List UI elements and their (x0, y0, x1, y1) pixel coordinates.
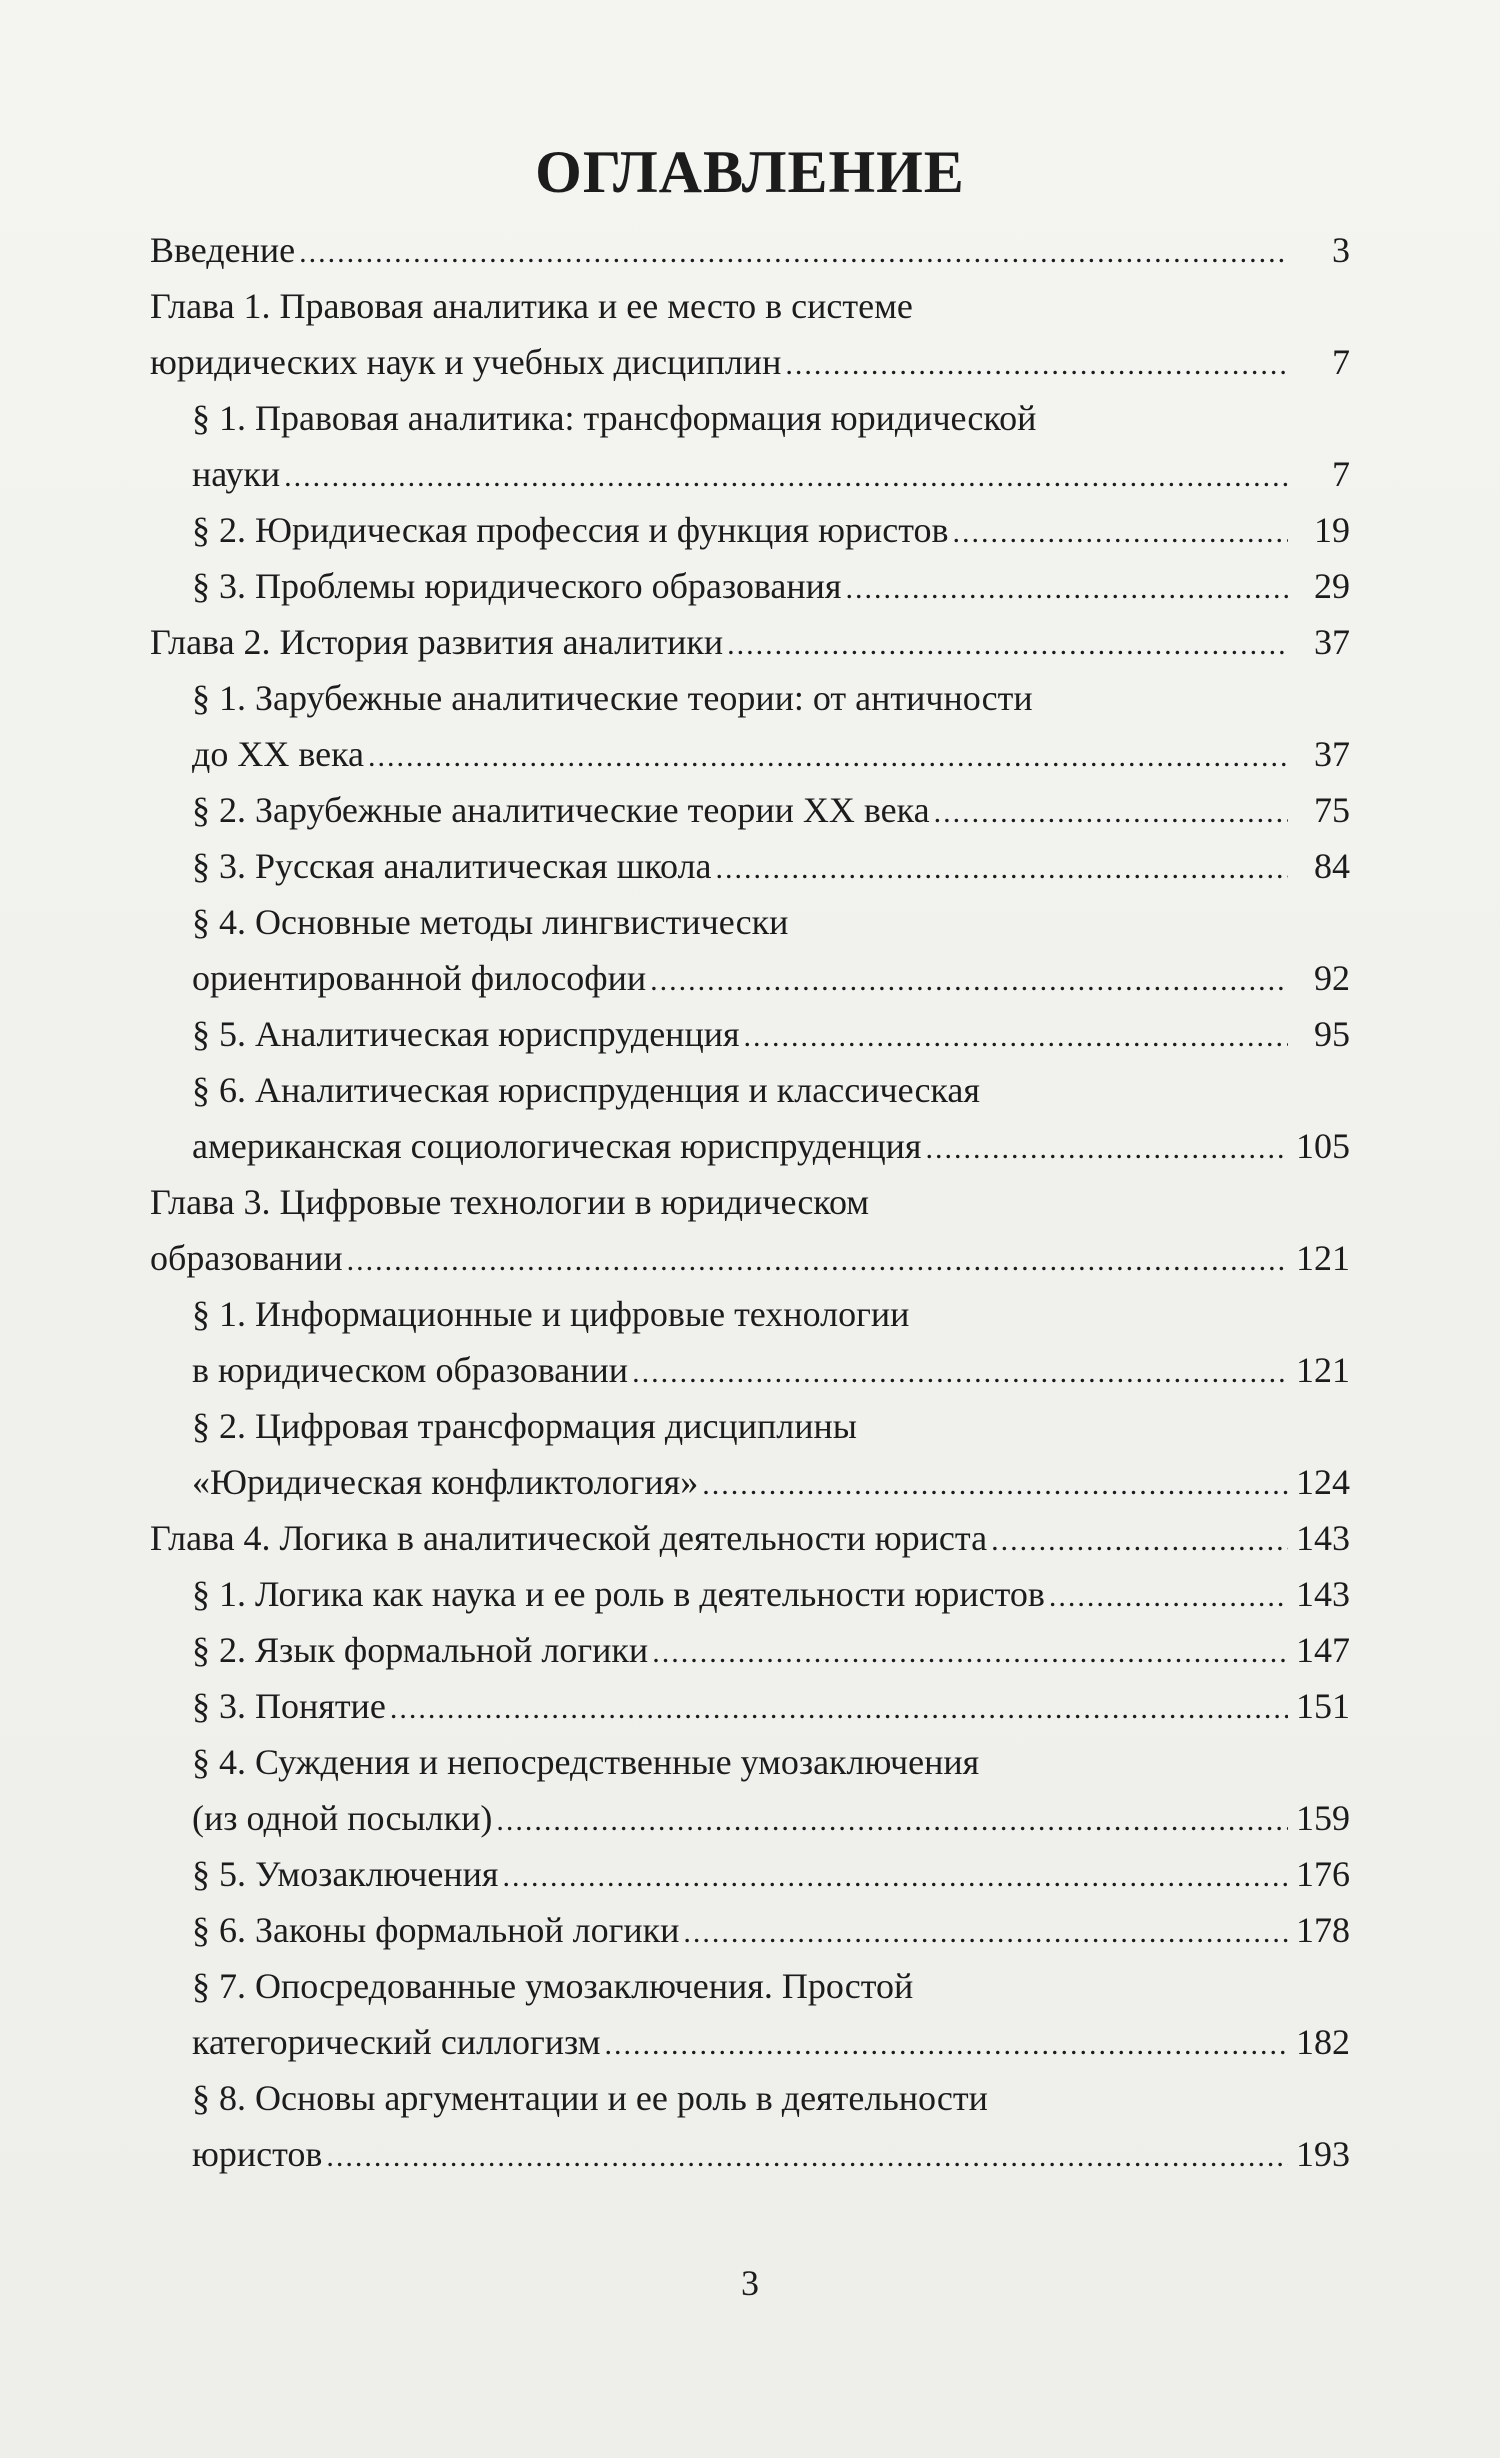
toc-section-entry (192, 2070, 1350, 2182)
dot-leader (952, 505, 1288, 561)
dot-leader (368, 729, 1288, 785)
toc-entry-row (150, 614, 1350, 670)
toc-page-number: 7 (1332, 342, 1350, 382)
toc-page-number: 193 (1296, 2134, 1350, 2174)
toc-entry-text: § 1. Логика как наука и ее роль в деятельности юристов (192, 1574, 1045, 1614)
toc-section-entry (192, 782, 1350, 838)
toc-entry-row (192, 838, 1350, 894)
toc-entry-text: Глава 3. Цифровые технологии в юридическом (150, 1182, 870, 1222)
toc-entry-text: Введение (150, 230, 296, 270)
toc-section-entry (192, 1398, 1350, 1510)
toc-entry-text: § 8. Основы аргументации и ее роль в деятельности (192, 2078, 988, 2118)
toc-entry-text: образовании (150, 1238, 343, 1278)
dot-leader (632, 1345, 1288, 1401)
toc-entry-row (192, 2126, 1350, 2182)
toc-section-entry (192, 1958, 1350, 2070)
toc-entry-text: § 2. Зарубежные аналитические теории XX века (192, 790, 930, 830)
toc-entry-text: до XX века (192, 734, 365, 774)
toc-entry-text: § 1. Правовая аналитика: трансформация юридической (192, 398, 1037, 438)
toc-entry-text: § 1. Информационные и цифровые технологии (192, 1294, 910, 1334)
page-title: ОГЛАВЛЕНИЕ (535, 139, 965, 205)
dot-leader (502, 1849, 1288, 1905)
toc-entry-row (150, 1510, 1350, 1566)
toc-entry-row (192, 1342, 1350, 1398)
toc-page-number: 7 (1332, 454, 1350, 494)
toc-section-entry (192, 1286, 1350, 1398)
toc-page-number: 92 (1314, 958, 1350, 998)
toc-page-number: 147 (1296, 1630, 1350, 1670)
toc-entry-text: Глава 1. Правовая аналитика и ее место в системе (150, 286, 913, 326)
toc-section-entry (192, 838, 1350, 894)
toc-entry-row (192, 502, 1350, 558)
toc-entry-text: ориентированной философии (192, 958, 647, 998)
toc-section-entry (192, 1678, 1350, 1734)
toc-section-entry (192, 1902, 1350, 1958)
toc-entry-text: § 5. Аналитическая юриспруденция (192, 1014, 740, 1054)
toc-section-entry (192, 390, 1350, 502)
dot-leader (284, 449, 1288, 505)
dot-leader (785, 337, 1288, 393)
toc-section-entry (192, 670, 1350, 782)
toc-chapter-entry (150, 222, 1350, 278)
toc-entry-text: § 2. Цифровая трансформация дисциплины (192, 1406, 857, 1446)
toc-entry-text: «Юридическая конфликтология» (192, 1462, 699, 1502)
toc-entry-text: юристов (192, 2134, 323, 2174)
toc-page-number: 178 (1296, 1910, 1350, 1950)
toc-entry-text: § 6. Законы формальной логики (192, 1910, 680, 1950)
toc-page-number: 19 (1314, 510, 1350, 550)
dot-leader (991, 1513, 1288, 1569)
toc-chapter-entry (150, 278, 1350, 390)
toc-section-entry (192, 1006, 1350, 1062)
toc-page-number: 121 (1296, 1350, 1350, 1390)
table-of-contents (150, 222, 1350, 2182)
toc-entry-row (192, 558, 1350, 614)
toc-page-number: 143 (1296, 1518, 1350, 1558)
toc-entry-text: § 1. Зарубежные аналитические теории: от античности (192, 678, 1033, 718)
dot-leader (934, 785, 1288, 841)
toc-entry-row (150, 334, 1350, 390)
toc-page-number: 105 (1296, 1126, 1350, 1166)
toc-page-number: 121 (1296, 1238, 1350, 1278)
dot-leader (1049, 1569, 1288, 1625)
toc-entry-row (192, 1118, 1350, 1174)
toc-entry-text: в юридическом образовании (192, 1350, 629, 1390)
toc-page-number: 151 (1296, 1686, 1350, 1726)
toc-entry-row (192, 1622, 1350, 1678)
toc-entry-row (192, 1678, 1350, 1734)
toc-entry-row (192, 1454, 1350, 1510)
toc-entry-text: § 2. Язык формальной логики (192, 1630, 649, 1670)
toc-section-entry (192, 894, 1350, 1006)
toc-entry-row (192, 950, 1350, 1006)
page-number: 3 (741, 2263, 759, 2303)
toc-page-number: 3 (1332, 230, 1350, 270)
toc-entry-row (192, 1846, 1350, 1902)
toc-page-number: 37 (1314, 622, 1350, 662)
toc-section-entry (192, 558, 1350, 614)
toc-entry-row (150, 222, 1350, 278)
toc-entry-text: Глава 2. История развития аналитики (150, 622, 724, 662)
toc-entry-text: категорический силлогизм (192, 2022, 601, 2062)
toc-entry-row (192, 1006, 1350, 1062)
toc-section-entry (192, 1566, 1350, 1622)
dot-leader (496, 1793, 1288, 1849)
dot-leader (605, 2017, 1288, 2073)
toc-page-number: 124 (1296, 1462, 1350, 1502)
dot-leader (652, 1625, 1288, 1681)
toc-entry-row (192, 782, 1350, 838)
toc-page-number: 84 (1314, 846, 1350, 886)
toc-entry-row (150, 1230, 1350, 1286)
toc-entry-text: § 4. Суждения и непосредственные умозаключения (192, 1742, 980, 1782)
toc-entry-row (192, 1790, 1350, 1846)
toc-entry-text: § 2. Юридическая профессия и функция юристов (192, 510, 949, 550)
toc-page-number: 75 (1314, 790, 1350, 830)
toc-chapter-entry (150, 1510, 1350, 1566)
toc-page-number: 159 (1296, 1798, 1350, 1838)
toc-entry-text: юридических наук и учебных дисциплин (150, 342, 782, 382)
toc-section-entry (192, 1734, 1350, 1846)
toc-section-entry (192, 1062, 1350, 1174)
toc-entry-text: § 3. Проблемы юридического образования (192, 566, 842, 606)
dot-leader (299, 225, 1288, 281)
toc-entry-text: § 3. Русская аналитическая школа (192, 846, 712, 886)
toc-page-number: 37 (1314, 734, 1350, 774)
toc-entry-text: (из одной посылки) (192, 1798, 493, 1838)
toc-page-number: 182 (1296, 2022, 1350, 2062)
toc-entry-row (192, 1902, 1350, 1958)
toc-entry-text: § 6. Аналитическая юриспруденция и классическая (192, 1070, 980, 1110)
dot-leader (925, 1121, 1288, 1177)
toc-entry-text: § 4. Основные методы лингвистически (192, 902, 789, 942)
dot-leader (650, 953, 1288, 1009)
toc-entry-row (192, 726, 1350, 782)
dot-leader (727, 617, 1288, 673)
dot-leader (716, 841, 1288, 897)
toc-page-number: 29 (1314, 566, 1350, 606)
toc-chapter-entry (150, 614, 1350, 670)
dot-leader (744, 1009, 1288, 1065)
toc-chapter-entry (150, 1174, 1350, 1286)
toc-entry-row (192, 446, 1350, 502)
toc-entry-text: науки (192, 454, 281, 494)
toc-entry-text: американская социологическая юриспруденция (192, 1126, 922, 1166)
dot-leader (347, 1233, 1288, 1289)
toc-page-number: 143 (1296, 1574, 1350, 1614)
toc-entry-text: Глава 4. Логика в аналитической деятельности юриста (150, 1518, 988, 1558)
toc-entry-text: § 3. Понятие (192, 1686, 386, 1726)
toc-entry-text: § 7. Опосредованные умозаключения. Простой (192, 1966, 914, 2006)
toc-entry-text: § 5. Умозаключения (192, 1854, 499, 1894)
toc-page-number: 95 (1314, 1014, 1350, 1054)
dot-leader (683, 1905, 1288, 1961)
toc-section-entry (192, 1622, 1350, 1678)
toc-entry-row (192, 2014, 1350, 2070)
dot-leader (326, 2129, 1288, 2185)
dot-leader (702, 1457, 1288, 1513)
dot-leader (390, 1681, 1288, 1737)
toc-section-entry (192, 502, 1350, 558)
toc-section-entry (192, 1846, 1350, 1902)
toc-page-number: 176 (1296, 1854, 1350, 1894)
dot-leader (845, 561, 1288, 617)
toc-entry-row (192, 1566, 1350, 1622)
